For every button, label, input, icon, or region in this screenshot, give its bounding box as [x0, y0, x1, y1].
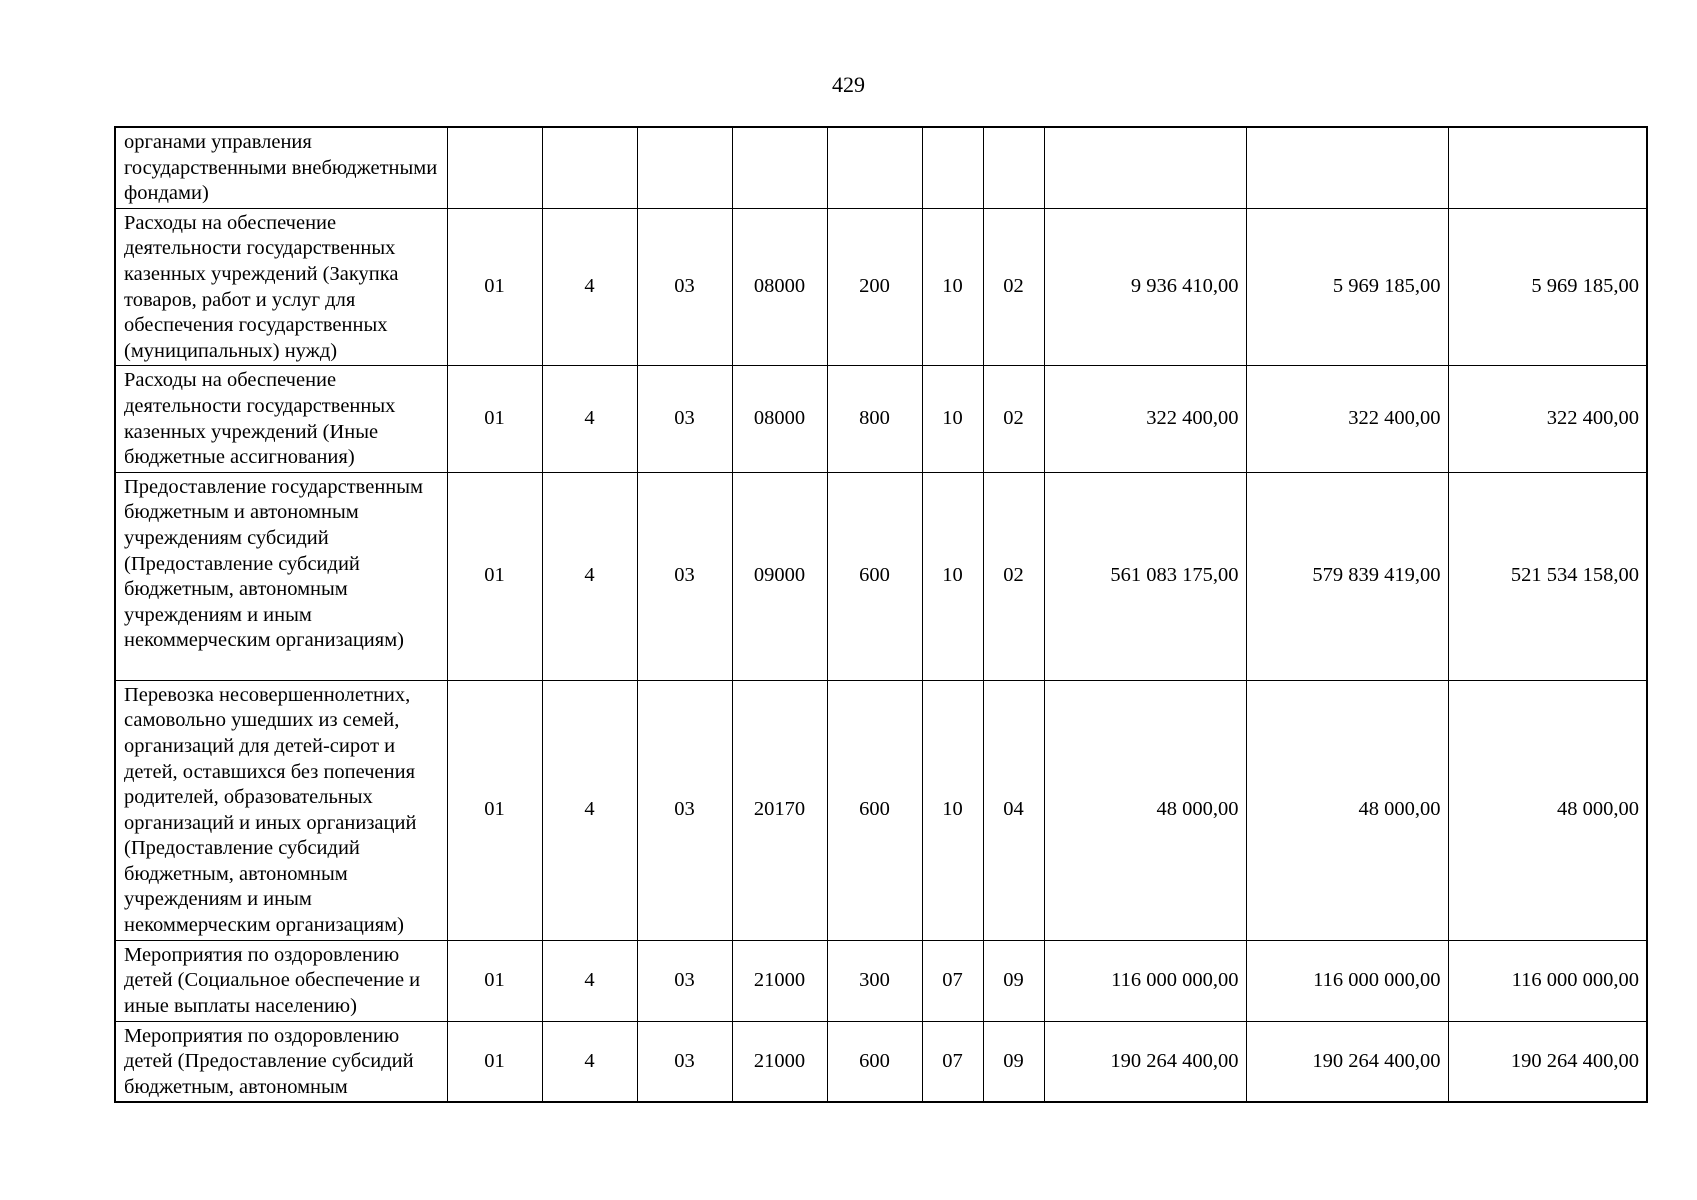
code-program: 01	[447, 366, 542, 472]
code-main-event: 03	[637, 680, 732, 940]
table-row	[115, 940, 1647, 1021]
amount-year-3: 116 000 000,00	[1448, 940, 1647, 1021]
table-row	[115, 208, 1647, 366]
code-main-event: 03	[637, 940, 732, 1021]
row-description: Мероприятия по оздоровлению детей (Предоставление субсидий бюджетным, автономным	[115, 1021, 447, 1102]
table-row	[115, 472, 1647, 680]
row-description: органами управления государственными внебюджетными фондами)	[115, 127, 447, 208]
amount-year-2: 48 000,00	[1246, 680, 1448, 940]
amount-year-2: 579 839 419,00	[1246, 472, 1448, 680]
code-subsection: 09	[983, 940, 1044, 1021]
code-main-event: 03	[637, 366, 732, 472]
code-direction: 09000	[732, 472, 827, 680]
amount-year-3: 48 000,00	[1448, 680, 1647, 940]
amount-year-1: 116 000 000,00	[1044, 940, 1246, 1021]
code-expense-type: 800	[827, 366, 922, 472]
amount-year-3	[1448, 127, 1647, 208]
row-description: Предоставление государственным бюджетным и автономным учреждениям субсидий (Предоставление субсидий бюджетным, автономным учреждениям и иным некоммерческим организациям)	[115, 472, 447, 680]
code-subsection	[983, 127, 1044, 208]
code-subprogram: 4	[542, 1021, 637, 1102]
amount-year-3: 521 534 158,00	[1448, 472, 1647, 680]
table-row	[115, 680, 1647, 940]
code-expense-type: 300	[827, 940, 922, 1021]
code-main-event	[637, 127, 732, 208]
code-expense-type: 600	[827, 1021, 922, 1102]
code-expense-type	[827, 127, 922, 208]
code-section: 10	[922, 366, 983, 472]
code-expense-type: 200	[827, 208, 922, 366]
amount-year-1: 48 000,00	[1044, 680, 1246, 940]
amount-year-1: 561 083 175,00	[1044, 472, 1246, 680]
code-program	[447, 127, 542, 208]
code-program: 01	[447, 680, 542, 940]
amount-year-2: 5 969 185,00	[1246, 208, 1448, 366]
code-subsection: 02	[983, 366, 1044, 472]
code-main-event: 03	[637, 1021, 732, 1102]
code-section: 10	[922, 680, 983, 940]
code-program: 01	[447, 472, 542, 680]
code-subprogram: 4	[542, 940, 637, 1021]
amount-year-1: 9 936 410,00	[1044, 208, 1246, 366]
code-subprogram	[542, 127, 637, 208]
amount-year-1	[1044, 127, 1246, 208]
code-program: 01	[447, 940, 542, 1021]
table-row	[115, 366, 1647, 472]
code-section: 07	[922, 940, 983, 1021]
amount-year-1: 190 264 400,00	[1044, 1021, 1246, 1102]
code-subsection: 09	[983, 1021, 1044, 1102]
code-direction: 21000	[732, 1021, 827, 1102]
amount-year-2	[1246, 127, 1448, 208]
code-main-event: 03	[637, 472, 732, 680]
code-direction: 08000	[732, 366, 827, 472]
amount-year-3: 322 400,00	[1448, 366, 1647, 472]
code-subprogram: 4	[542, 680, 637, 940]
code-main-event: 03	[637, 208, 732, 366]
row-description: Расходы на обеспечение деятельности государственных казенных учреждений (Закупка товаров, работ и услуг для обеспечения государственных (муниципальных) нужд)	[115, 208, 447, 366]
code-section: 07	[922, 1021, 983, 1102]
code-subprogram: 4	[542, 472, 637, 680]
code-subprogram: 4	[542, 208, 637, 366]
code-direction: 21000	[732, 940, 827, 1021]
code-section: 10	[922, 208, 983, 366]
row-description: Перевозка несовершеннолетних, самовольно ушедших из семей, организаций для детей-сирот и детей, оставшихся без попечения родителей, образовательных организаций и иных организаций (Предоставление субсидий бюджетным, автономным учреждениям и иным некоммерческим организациям)	[115, 680, 447, 940]
row-description: Расходы на обеспечение деятельности государственных казенных учреждений (Иные бюджетные ассигнования)	[115, 366, 447, 472]
code-program: 01	[447, 208, 542, 366]
amount-year-3: 5 969 185,00	[1448, 208, 1647, 366]
page-number: 429	[832, 72, 865, 97]
table-row	[115, 127, 1647, 208]
code-program: 01	[447, 1021, 542, 1102]
amount-year-2: 116 000 000,00	[1246, 940, 1448, 1021]
amount-year-2: 322 400,00	[1246, 366, 1448, 472]
code-expense-type: 600	[827, 472, 922, 680]
code-expense-type: 600	[827, 680, 922, 940]
amount-year-2: 190 264 400,00	[1246, 1021, 1448, 1102]
code-section	[922, 127, 983, 208]
code-direction: 08000	[732, 208, 827, 366]
code-subsection: 02	[983, 208, 1044, 366]
code-direction	[732, 127, 827, 208]
code-subprogram: 4	[542, 366, 637, 472]
table-row	[115, 1021, 1647, 1102]
row-description: Мероприятия по оздоровлению детей (Социальное обеспечение и иные выплаты населению)	[115, 940, 447, 1021]
budget-table	[114, 126, 1648, 1103]
amount-year-3: 190 264 400,00	[1448, 1021, 1647, 1102]
code-direction: 20170	[732, 680, 827, 940]
amount-year-1: 322 400,00	[1044, 366, 1246, 472]
code-subsection: 04	[983, 680, 1044, 940]
code-section: 10	[922, 472, 983, 680]
code-subsection: 02	[983, 472, 1044, 680]
